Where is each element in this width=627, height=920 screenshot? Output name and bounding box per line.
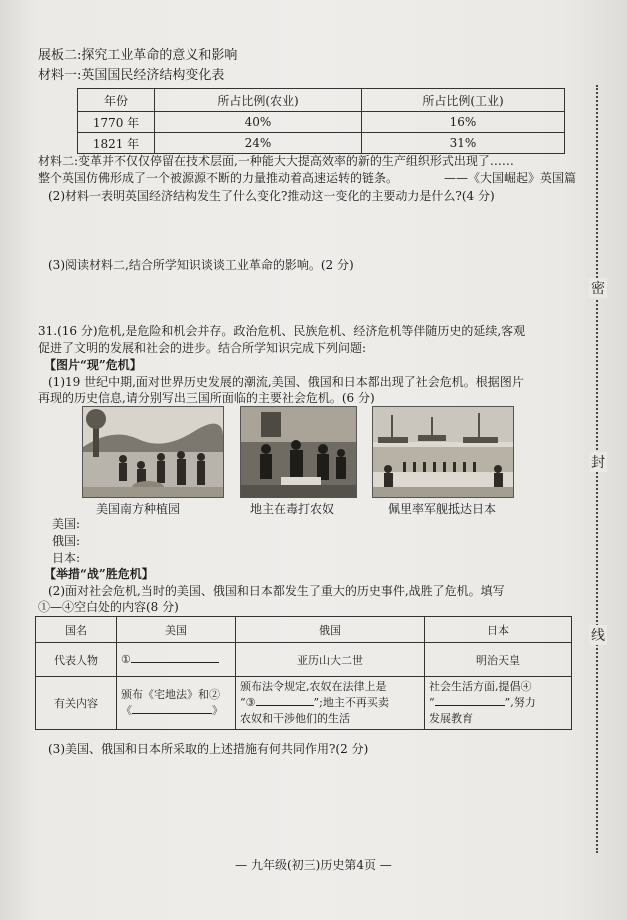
table-row	[78, 133, 565, 154]
answer-usa: 美国:	[52, 517, 81, 531]
usa-content-line2	[121, 703, 231, 719]
blank-2[interactable]	[132, 713, 212, 714]
japan-content-line2	[429, 695, 567, 711]
question-3: (3)阅读材料二,结合所学知识谈谈工业革命的影响。(2 分)	[48, 258, 354, 272]
photo1-caption: 美国南方种植园	[96, 502, 181, 516]
blank-1[interactable]	[131, 662, 219, 663]
photo2-caption: 地主在毒打农奴	[250, 502, 335, 516]
material2-source: ——《大国崛起》英国篇	[444, 171, 577, 185]
table2-header-japan: 日本	[425, 617, 572, 643]
table1-cell: 31%	[362, 133, 565, 154]
table1-header-ind: 所占比例(工业)	[362, 89, 565, 112]
table2-cell-russia-figure: 亚历山大二世	[236, 643, 425, 677]
russia-content-line1: 颁布法令规定,农奴在法律上是	[240, 680, 387, 693]
q31-section1-title: 【图片“现”危机】	[44, 358, 142, 372]
seal-mark-xian: 线	[589, 625, 607, 645]
q31-sub3: (3)美国、俄国和日本所采取的上述措施有何共同作用?(2 分)	[48, 742, 369, 756]
table2-cell-japan-figure: 明治天皇	[425, 643, 572, 677]
russia-quote-open: “③	[240, 696, 256, 709]
seal-mark-mi: 密	[589, 278, 607, 298]
blank-1-label: ①	[121, 653, 131, 666]
table1-cell: 40%	[155, 112, 362, 133]
blank-3[interactable]	[256, 705, 314, 706]
japan-content-line3: 发展教育	[429, 712, 473, 725]
usa-bracket-close: 》	[212, 704, 223, 717]
russia-content-line3: 农奴和干涉他们的生活	[240, 712, 350, 725]
table2-row1-label: 代表人物	[36, 643, 117, 677]
answer-russia: 俄国:	[52, 534, 81, 548]
q31-intro-1: 31.(16 分)危机,是危险和机会并存。政治危机、民族危机、经济危机等伴随历史的延续,客观	[38, 324, 526, 338]
japan-quote-open: “	[429, 696, 435, 709]
q31-sub2-line1: (2)面对社会危机,当时的美国、俄国和日本都发生了重大的历史事件,战胜了危机。填写	[48, 584, 505, 598]
plantation-photo	[82, 406, 224, 498]
table2-row2-label: 有关内容	[36, 677, 117, 730]
q31-sub2-line2: ①—④空白处的内容(8 分)	[38, 600, 179, 614]
photo3-caption: 佩里率军舰抵达日本	[388, 502, 497, 516]
table1-cell: 1821 年	[78, 133, 155, 154]
table2-header-usa: 美国	[117, 617, 236, 643]
table2-header-russia: 俄国	[236, 617, 425, 643]
blank-4[interactable]	[435, 705, 505, 706]
table-row	[78, 112, 565, 133]
table1-cell: 16%	[362, 112, 565, 133]
section-title: 展板二:探究工业革命的意义和影响	[38, 48, 238, 63]
table1-cell: 24%	[155, 133, 362, 154]
answer-japan: 日本:	[52, 551, 81, 565]
table1-header-agri: 所占比例(农业)	[155, 89, 362, 112]
material1-label: 材料一:英国国民经济结构变化表	[38, 68, 225, 83]
perry-fleet-photo	[372, 406, 514, 498]
question-2: (2)材料一表明英国经济结构发生了什么变化?推动这一变化的主要动力是什么?(4 分)	[48, 189, 495, 203]
usa-bracket-open: 《	[121, 704, 132, 717]
table2-header-country: 国名	[36, 617, 117, 643]
page-footer: — 九年级(初三)历史第4页 —	[235, 858, 392, 872]
russia-content-line2	[240, 695, 420, 711]
material2-line2: 整个英国仿佛形成了一个被源源不断的力量推动着高速运转的链条。	[38, 171, 399, 185]
material2-line1: 材料二:变革并不仅仅停留在技术层面,一种能大大提高效率的新的生产组织形式出现了……	[38, 154, 514, 168]
russia-quote-close: ”;地主不再买卖	[313, 696, 389, 709]
japan-content-line1: 社会生活方面,提倡④	[429, 680, 532, 693]
q31-section2-title: 【举措“战”胜危机】	[44, 567, 154, 581]
seal-mark-feng: 封	[589, 452, 607, 472]
q31-sub1-line1: (1)19 世纪中期,面对世界历史发展的潮流,美国、俄国和日本都出现了社会危机。根据图片	[48, 375, 524, 389]
q31-intro-2: 促进了文明的发展和社会的进步。结合所学知识完成下列问题:	[38, 341, 367, 355]
table2-cell-usa-content	[117, 677, 236, 730]
usa-content-line1: 颁布《宅地法》和②	[121, 688, 220, 701]
table2-cell-usa-figure	[117, 643, 236, 677]
table2-cell-russia-content	[236, 677, 425, 730]
economy-structure-table	[77, 88, 565, 154]
q31-sub1-line2: 再现的历史信息,请分别写出三国所面临的主要社会危机。(6 分)	[38, 391, 375, 405]
reform-table	[35, 616, 572, 730]
table1-cell: 1770 年	[78, 112, 155, 133]
serf-beating-photo	[240, 406, 357, 498]
table2-cell-japan-content	[425, 677, 572, 730]
table1-header-year: 年份	[78, 89, 155, 112]
japan-quote-close: ”,努力	[504, 696, 536, 709]
